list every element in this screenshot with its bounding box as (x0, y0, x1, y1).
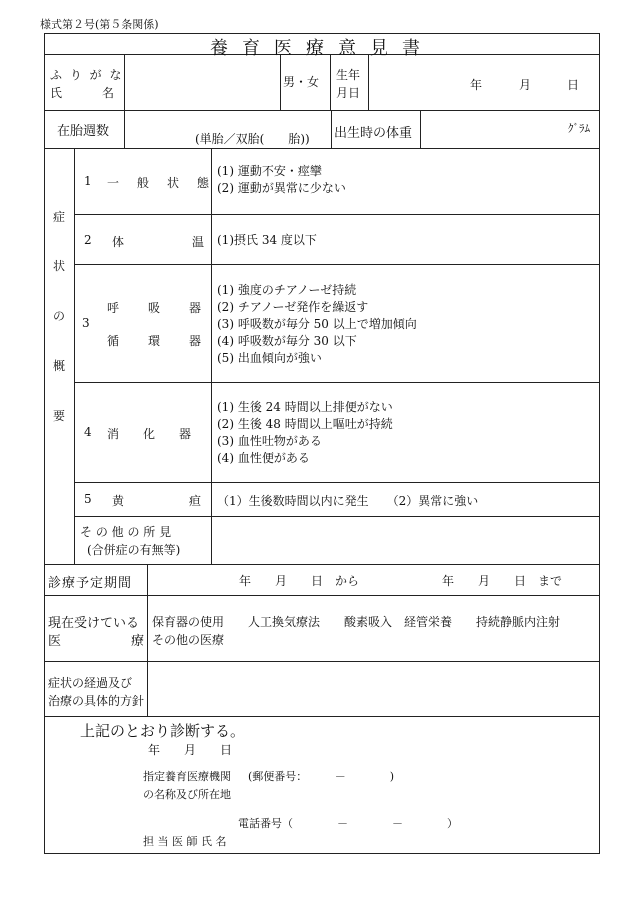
treatment-period-from[interactable]: 年 月 日 から (239, 574, 360, 588)
respiratory-item[interactable]: (1) 強度のチアノーゼ持続 (217, 283, 357, 297)
weight-unit: ｸﾞﾗﾑ (568, 122, 590, 135)
digestive-item[interactable]: (2) 生後 48 時間以上嘔吐が持続 (217, 417, 393, 431)
temperature-label-a: 体 (112, 235, 125, 249)
birth-weight-label: 出生時の体重 (334, 126, 413, 141)
gestation-weeks-label: 在胎週数 (57, 124, 110, 139)
respiratory-label-a2: 吸 (148, 301, 161, 315)
course-label-1: 症状の経過及び (48, 676, 133, 690)
general-number: 1 (84, 174, 92, 188)
respiratory-items (217, 282, 417, 367)
respiratory-label-a1: 呼 (107, 301, 120, 315)
general-label: 一 般 状 態 (107, 176, 213, 190)
symptoms-label-5: 要 (53, 409, 66, 423)
birth-year-unit: 年 (470, 78, 483, 92)
jaundice-options[interactable]: （1）生後数時間以内に発生 （2）異常に強い (217, 494, 479, 508)
symptoms-label-3: の (53, 309, 66, 323)
digestive-number: 4 (84, 425, 92, 439)
digestive-items (217, 399, 393, 467)
treatment-options[interactable]: 保育器の使用 人工換気療法 酸素吸入 経管栄養 持続静脈内注射 (152, 615, 561, 629)
course-label-2: 治療の具体的方針 (48, 694, 145, 708)
jaundice-number: 5 (84, 492, 92, 506)
course-field[interactable] (150, 664, 597, 714)
doctor-name-label: 担 当 医 師 氏 名 (143, 835, 227, 848)
general-item[interactable]: (2) 運動が異常に少ない (217, 181, 346, 195)
institution-label-1: 指定養育医療機関 (143, 770, 231, 783)
birth-day-unit: 日 (567, 78, 580, 92)
current-treatment-label-2b: 療 (131, 634, 145, 649)
general-items (217, 163, 346, 197)
respiratory-label-a3: 器 (189, 301, 202, 315)
symptoms-label-1: 症 (53, 210, 66, 224)
circulatory-label-b2: 環 (148, 334, 161, 348)
institution-label-2: の名称及び所在地 (143, 788, 231, 801)
temperature-item[interactable]: (1)摂氏 34 度以下 (217, 233, 317, 247)
general-item[interactable]: (1) 運動不安・痙攣 (217, 164, 322, 178)
form-number: 様式第２号(第５条関係) (40, 18, 159, 31)
temperature-label-b: 温 (192, 235, 205, 249)
furigana-label: ふ り が な (50, 68, 124, 82)
current-treatment-label-1: 現在受けている (48, 616, 140, 631)
respiratory-item[interactable]: (4) 呼吸数が毎分 30 以下 (217, 334, 357, 348)
symptoms-label-4: 概 (53, 359, 66, 373)
symptoms-label-2: 状 (53, 259, 66, 273)
other-findings-field[interactable] (214, 519, 597, 562)
jaundice-label-b: 疸 (189, 494, 202, 508)
postal-code[interactable]: (郵便番号： － ) (248, 770, 395, 783)
treatment-other[interactable]: その他の医療 (152, 633, 225, 647)
name-label: 氏 名 (50, 86, 116, 100)
birthdate-label-2: 月日 (336, 86, 361, 100)
birth-month-unit: 月 (519, 78, 532, 92)
respiratory-number: 3 (82, 316, 90, 330)
birth-type[interactable]: (単胎／双胎( 胎)) (195, 132, 310, 146)
respiratory-item[interactable]: (2) チアノーゼ発作を繰返す (217, 300, 369, 314)
current-treatment-label-2a: 医 (48, 634, 62, 649)
digestive-label: 消 化 器 (107, 427, 192, 441)
treatment-period-label: 診療予定期間 (48, 576, 133, 591)
diagnosis-date[interactable]: 年 月 日 (148, 743, 233, 757)
birthdate-label-1: 生年 (336, 68, 361, 82)
sex-choice[interactable]: 男・女 (283, 75, 320, 89)
digestive-item[interactable]: (3) 血性吐物がある (217, 434, 322, 448)
digestive-item[interactable]: (1) 生後 24 時間以上排便がない (217, 400, 393, 414)
temperature-items (217, 232, 317, 249)
diagnosis-statement: 上記のとおり診断する。 (80, 722, 246, 740)
circulatory-label-b3: 器 (189, 334, 202, 348)
jaundice-label-a: 黄 (112, 494, 125, 508)
phone-number[interactable]: 電話番号（ － － ） (238, 817, 458, 830)
temperature-number: 2 (84, 233, 92, 247)
respiratory-item[interactable]: (5) 出血傾向が強い (217, 351, 322, 365)
digestive-item[interactable]: (4) 血性便がある (217, 451, 310, 465)
name-field[interactable] (127, 57, 277, 107)
other-findings-label-1: そ の 他 の 所 見 (80, 525, 172, 539)
form-title: 養育医療意見書 (210, 38, 434, 59)
other-findings-label-2: (合併症の有無等) (87, 543, 181, 557)
circulatory-label-b1: 循 (107, 334, 120, 348)
treatment-period-to[interactable]: 年 月 日 まで (442, 574, 563, 588)
respiratory-item[interactable]: (3) 呼吸数が毎分 50 以上で増加傾向 (217, 317, 417, 331)
